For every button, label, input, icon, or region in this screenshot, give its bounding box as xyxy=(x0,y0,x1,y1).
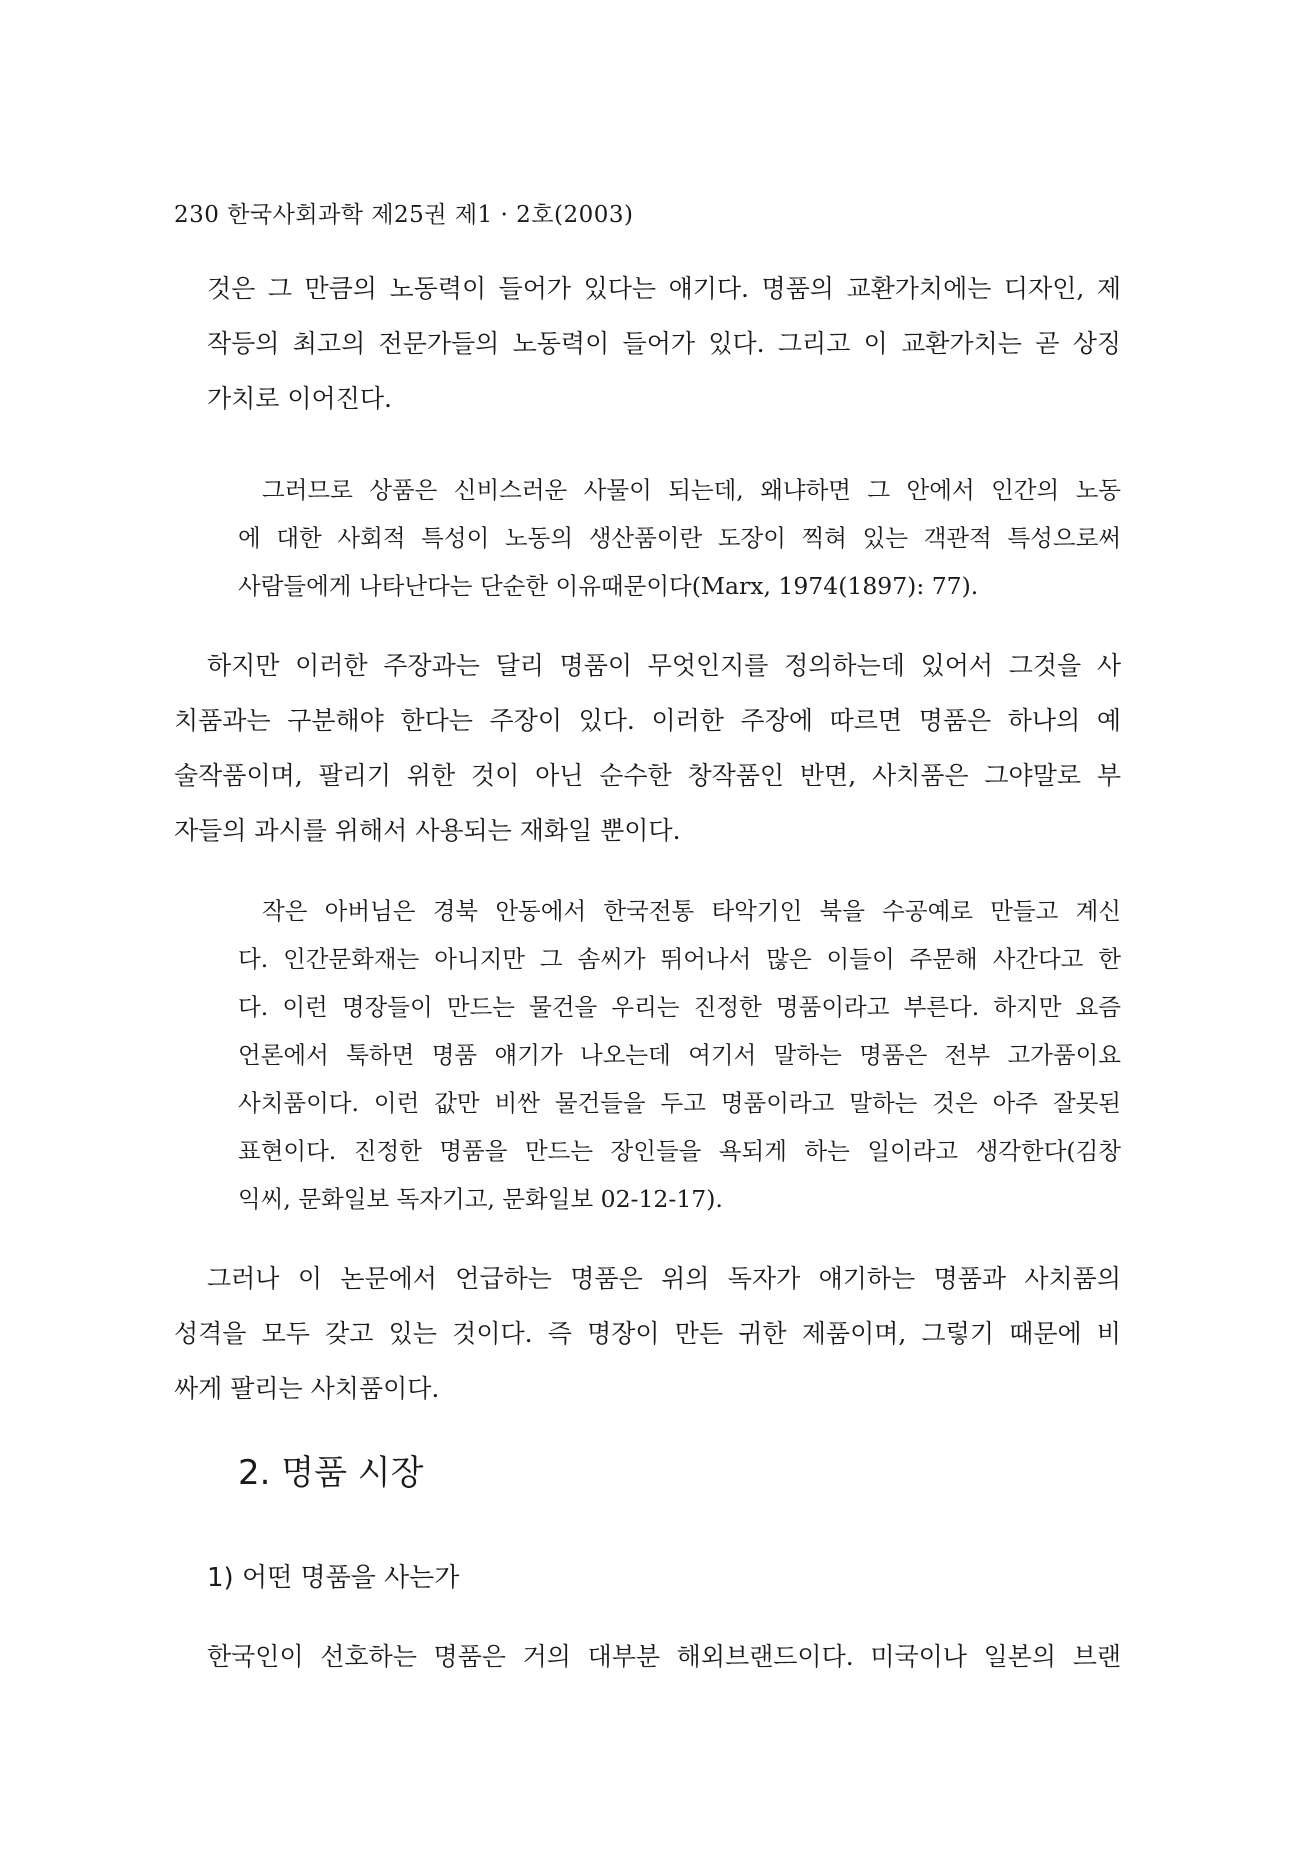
block-quote-2-line-2: 다. 인간문화재는 아니지만 그 솜씨가 뛰어나서 많은 이들이 주문해 사간다고 한 xyxy=(238,945,1121,973)
block-quote-1-line-3: 사람들에게 나타난다는 단순한 이유때문이다(Marx, 1974(1897): 77). xyxy=(238,572,979,600)
block-quote-2-line-6: 표현이다. 진정한 명품을 만드는 장인들을 욕되게 하는 일이라고 생각한다(김창 xyxy=(238,1137,1121,1165)
block-quote-1-line-2: 에 대한 사회적 특성이 노동의 생산품이란 도장이 찍혀 있는 객관적 특성으로써 xyxy=(238,524,1121,552)
section-heading: 2. 명품 시장 xyxy=(238,1453,424,1493)
block-quote-1-line-1: 그러므로 상품은 신비스러운 사물이 되는데, 왜냐하면 그 안에서 인간의 노동 xyxy=(262,476,1121,504)
paragraph-2-line-4: 자들의 과시를 위해서 사용되는 재화일 뿐이다. xyxy=(174,816,681,845)
block-quote-2-line-4: 언론에서 툭하면 명품 얘기가 나오는데 여기서 말하는 명품은 전부 고가품이요 xyxy=(238,1041,1121,1069)
subsection-heading: 1) 어떤 명품을 사는가 xyxy=(207,1563,460,1593)
paragraph-2-line-2: 치품과는 구분해야 한다는 주장이 있다. 이러한 주장에 따르면 명품은 하나의 예 xyxy=(174,706,1121,735)
paragraph-2-line-1: 하지만 이러한 주장과는 달리 명품이 무엇인지를 정의하는데 있어서 그것을 사 xyxy=(207,651,1121,680)
paragraph-2-line-3: 술작품이며, 팔리기 위한 것이 아닌 순수한 창작품인 반면, 사치품은 그야말로 부 xyxy=(174,761,1121,790)
paragraph-4-line-1: 한국인이 선호하는 명품은 거의 대부분 해외브랜드이다. 미국이나 일본의 브랜 xyxy=(207,1642,1121,1671)
paragraph-1-line-3: 가치로 이어진다. xyxy=(207,384,392,413)
paragraph-3-line-1: 그러나 이 논문에서 언급하는 명품은 위의 독자가 얘기하는 명품과 사치품의 xyxy=(207,1264,1121,1293)
running-header: 230 한국사회과학 제25권 제1 · 2호(2003) xyxy=(174,202,634,228)
paragraph-3-line-2: 성격을 모두 갖고 있는 것이다. 즉 명장이 만든 귀한 제품이며, 그렇기 때문에 비 xyxy=(174,1319,1121,1348)
block-quote-2-line-3: 다. 이런 명장들이 만드는 물건을 우리는 진정한 명품이라고 부른다. 하지만 요즘 xyxy=(238,993,1121,1021)
block-quote-2-line-7: 익씨, 문화일보 독자기고, 문화일보 02-12-17). xyxy=(238,1185,723,1213)
paragraph-1-line-1: 것은 그 만큼의 노동력이 들어가 있다는 얘기다. 명품의 교환가치에는 디자인, 제 xyxy=(207,274,1121,303)
block-quote-2-line-1: 작은 아버님은 경북 안동에서 한국전통 타악기인 북을 수공예로 만들고 계신 xyxy=(262,897,1121,925)
paragraph-3-line-3: 싸게 팔리는 사치품이다. xyxy=(174,1374,440,1403)
paragraph-1-line-2: 작등의 최고의 전문가들의 노동력이 들어가 있다. 그리고 이 교환가치는 곧 상징 xyxy=(207,329,1121,358)
block-quote-2-line-5: 사치품이다. 이런 값만 비싼 물건들을 두고 명품이라고 말하는 것은 아주 잘못된 xyxy=(238,1089,1121,1117)
